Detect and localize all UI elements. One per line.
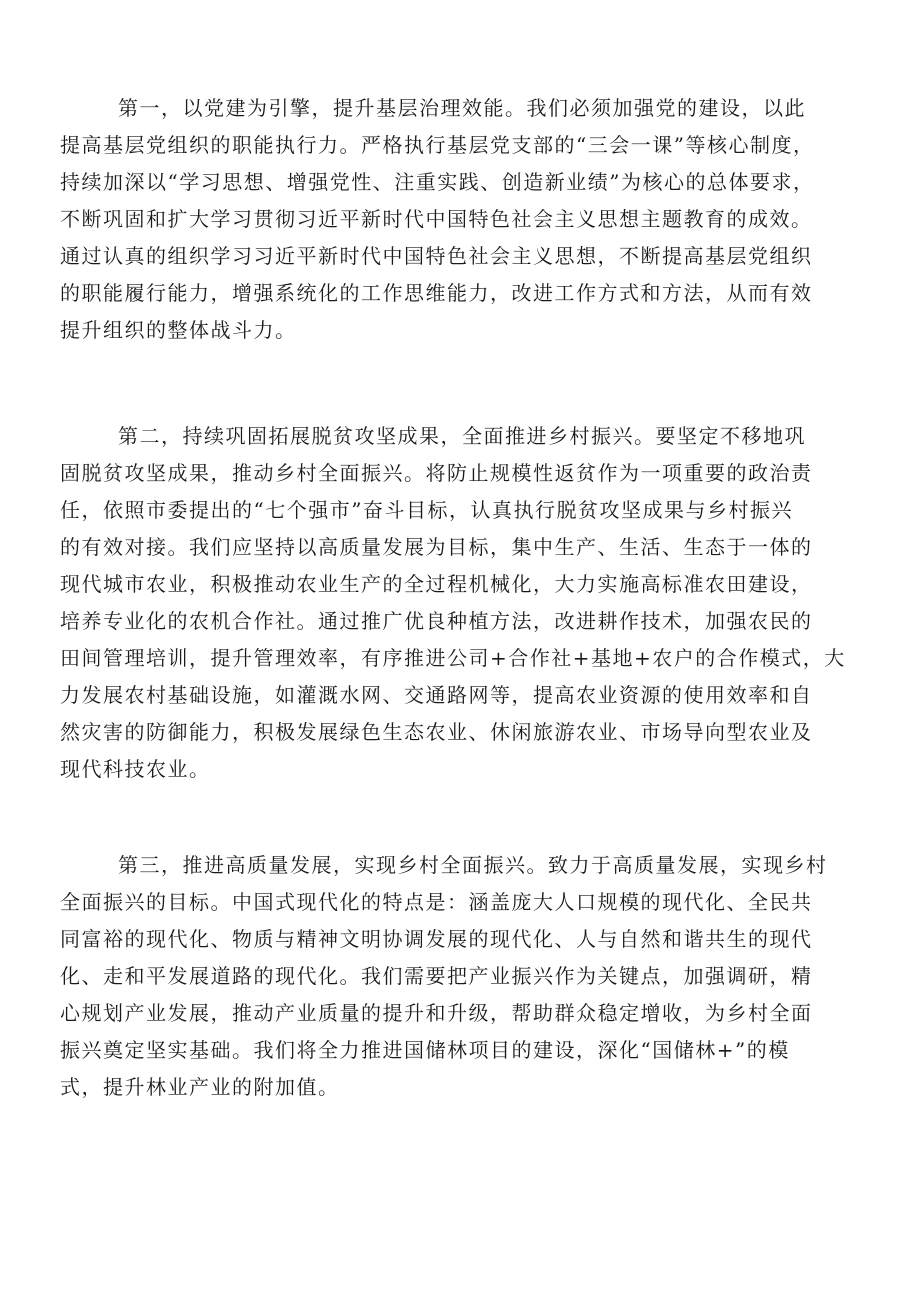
paragraph-line: 现代城市农业，积极推动农业生产的全过程机械化，大力实施高标准农田建设， xyxy=(60,572,813,596)
paragraph-line: 全面振兴的目标。中国式现代化的特点是：涵盖庞大人口规模的现代化、全民共 xyxy=(60,890,813,914)
paragraph-line: 持续加深以“学习思想、增强党性、注重实践、创造新业绩”为核心的总体要求， xyxy=(60,170,815,194)
paragraph-line: 固脱贫攻坚成果，推动乡村全面振兴。将防止规模性返贫作为一项重要的政治责 xyxy=(60,461,813,485)
paragraph-line: 同富裕的现代化、物质与精神文明协调发展的现代化、人与自然和谐共生的现代 xyxy=(60,927,813,951)
paragraph-line: 的职能履行能力，增强系统化的工作思维能力，改进工作方式和方法，从而有效 xyxy=(60,281,813,305)
paragraph-line: 任，依照市委提出的“七个强市”奋斗目标，认真执行脱贫攻坚成果与乡村振兴 xyxy=(60,498,793,522)
paragraph-line: 第二，持续巩固拓展脱贫攻坚成果，全面推进乡村振兴。要坚定不移地巩 xyxy=(118,424,806,448)
paragraph-line: 第一，以党建为引擎，提升基层治理效能。我们必须加强党的建设，以此 xyxy=(118,96,806,120)
paragraph-line: 然灾害的防御能力，积极发展绿色生态农业、休闲旅游农业、市场导向型农业及 xyxy=(60,720,813,744)
paragraph-line: 培养专业化的农机合作社。通过推广优良种植方法，改进耕作技术，加强农民的 xyxy=(60,609,813,633)
paragraph-line: 式，提升林业产业的附加值。 xyxy=(60,1075,340,1099)
paragraph-poverty-alleviation xyxy=(60,418,890,788)
paragraph-line: 通过认真的组织学习习近平新时代中国特色社会主义思想，不断提高基层党组织 xyxy=(60,244,813,268)
paragraph-line: 提高基层党组织的职能执行力。严格执行基层党支部的“三会一课”等核心制度， xyxy=(60,133,815,157)
paragraph-line: 力发展农村基础设施，如灌溉水网、交通路网等，提高农业资源的使用效率和自 xyxy=(60,683,813,707)
paragraph-line: 的有效对接。我们应坚持以高质量发展为目标，集中生产、生活、生态于一体的 xyxy=(60,535,813,559)
paragraph-high-quality-development xyxy=(60,847,890,1106)
paragraph-line: 现代科技农业。 xyxy=(60,757,211,781)
paragraph-line: 第三，推进高质量发展，实现乡村全面振兴。致力于高质量发展，实现乡村 xyxy=(118,853,828,877)
paragraph-party-building xyxy=(60,90,890,349)
paragraph-line: 化、走和平发展道路的现代化。我们需要把产业振兴作为关键点，加强调研，精 xyxy=(60,964,813,988)
paragraph-line: 不断巩固和扩大学习贯彻习近平新时代中国特色社会主义思想主题教育的成效。 xyxy=(60,207,813,231)
paragraph-line: 振兴奠定坚实基础。我们将全力推进国储林项目的建设，深化“国储林+”的模 xyxy=(60,1038,790,1062)
paragraph-line: 心规划产业发展，推动产业质量的提升和升级，帮助群众稳定增收，为乡村全面 xyxy=(60,1001,813,1025)
paragraph-line: 提升组织的整体战斗力。 xyxy=(60,318,297,342)
paragraph-line: 田间管理培训，提升管理效率，有序推进公司+合作社+基地+农户的合作模式，大 xyxy=(60,646,846,670)
